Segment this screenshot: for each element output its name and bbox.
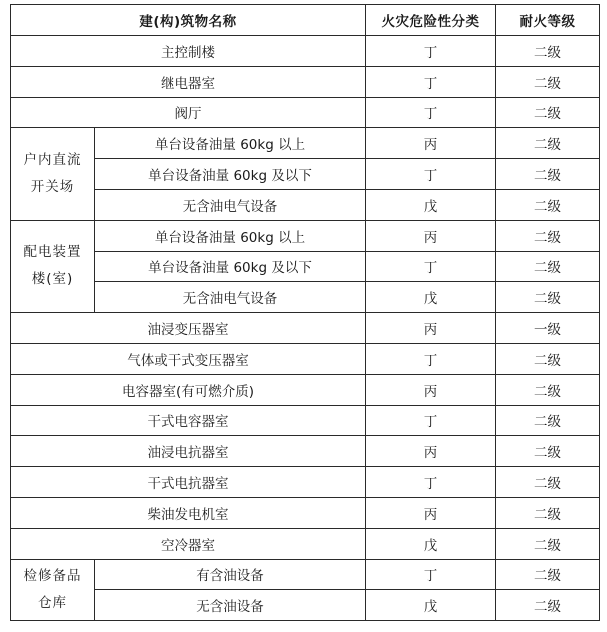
fire-grade-cell: 二级: [496, 590, 600, 621]
building-name-cell: 柴油发电机室: [11, 497, 366, 528]
fire-category-cell: 丙: [366, 497, 496, 528]
sub-item-name-cell: 单台设备油量 60kg 以上: [95, 128, 366, 159]
sub-item-name-cell: 无含油设备: [95, 590, 366, 621]
building-name-cell: 气体或干式变压器室: [11, 343, 366, 374]
fire-grade-cell: 二级: [496, 497, 600, 528]
fire-grade-cell: 二级: [496, 467, 600, 498]
table-row: [11, 251, 600, 282]
fire-grade-cell: 二级: [496, 282, 600, 313]
building-name-cell: 阀厅: [11, 97, 366, 128]
group-label-line: 开关场: [30, 179, 75, 196]
fire-category-cell: 丁: [366, 559, 496, 590]
table-header: [11, 5, 600, 36]
fire-category-cell: 丙: [366, 128, 496, 159]
table-row: [11, 590, 600, 621]
sub-item-name-cell: 无含油电气设备: [95, 282, 366, 313]
fire-grade-cell: 二级: [496, 374, 600, 405]
header-fire-grade: 耐火等级: [496, 5, 600, 36]
building-name-cell: 电容器室(有可燃介质): [11, 374, 366, 405]
table-row: [11, 374, 600, 405]
fire-category-cell: 丙: [366, 313, 496, 344]
fire-grade-cell: 二级: [496, 528, 600, 559]
table-row: [11, 159, 600, 190]
sub-item-name-cell: 单台设备油量 60kg 及以下: [95, 159, 366, 190]
table-row: [11, 313, 600, 344]
fire-category-cell: 丁: [366, 159, 496, 190]
group-label-line: 楼(室): [31, 271, 74, 288]
building-name-cell: 继电器室: [11, 66, 366, 97]
table-row: [11, 36, 600, 67]
fire-grade-cell: 二级: [496, 559, 600, 590]
table-row: [11, 467, 600, 498]
fire-grade-cell: 二级: [496, 220, 600, 251]
fire-category-cell: 丁: [366, 36, 496, 67]
group-label-line: 检修备品: [23, 567, 82, 584]
fire-rating-table: [10, 4, 600, 621]
fire-grade-cell: 二级: [496, 97, 600, 128]
fire-category-cell: 丁: [366, 66, 496, 97]
fire-category-cell: 丁: [366, 97, 496, 128]
fire-category-cell: 丙: [366, 436, 496, 467]
table-row: [11, 528, 600, 559]
fire-category-cell: 戊: [366, 189, 496, 220]
table-row: [11, 128, 600, 159]
table-row: [11, 66, 600, 97]
fire-category-cell: 戊: [366, 590, 496, 621]
table-row: [11, 436, 600, 467]
group-label-distribution-building: [11, 220, 95, 312]
header-building-name: 建(构)筑物名称: [11, 5, 366, 36]
building-name-cell: 干式电抗器室: [11, 467, 366, 498]
sub-item-name-cell: 单台设备油量 60kg 及以下: [95, 251, 366, 282]
fire-category-cell: 丁: [366, 467, 496, 498]
group-label-spare-parts-warehouse: [11, 559, 95, 621]
building-name-cell: 干式电容器室: [11, 405, 366, 436]
fire-grade-cell: 二级: [496, 128, 600, 159]
fire-grade-cell: 二级: [496, 66, 600, 97]
sub-item-name-cell: 有含油设备: [95, 559, 366, 590]
fire-category-cell: 戊: [366, 528, 496, 559]
fire-grade-cell: 二级: [496, 405, 600, 436]
table-body: [11, 36, 600, 621]
building-name-cell: 油浸变压器室: [11, 313, 366, 344]
table-row: [11, 497, 600, 528]
fire-grade-cell: 二级: [496, 189, 600, 220]
fire-category-cell: 丁: [366, 251, 496, 282]
fire-category-cell: 丙: [366, 374, 496, 405]
fire-grade-cell: 二级: [496, 159, 600, 190]
table-row: [11, 343, 600, 374]
fire-category-cell: 丙: [366, 220, 496, 251]
header-row: [11, 5, 600, 36]
group-label-line: 户内直流: [23, 152, 82, 169]
table-row: [11, 97, 600, 128]
sub-item-name-cell: 无含油电气设备: [95, 189, 366, 220]
building-name-cell: 油浸电抗器室: [11, 436, 366, 467]
fire-grade-cell: 二级: [496, 436, 600, 467]
table-row: [11, 189, 600, 220]
fire-category-cell: 丁: [366, 405, 496, 436]
header-fire-category: 火灾危险性分类: [366, 5, 496, 36]
fire-grade-cell: 二级: [496, 343, 600, 374]
table-row: [11, 405, 600, 436]
sub-item-name-cell: 单台设备油量 60kg 以上: [95, 220, 366, 251]
fire-grade-cell: 二级: [496, 36, 600, 67]
fire-category-cell: 丁: [366, 343, 496, 374]
table-row: [11, 220, 600, 251]
table-row: [11, 559, 600, 590]
fire-category-cell: 戊: [366, 282, 496, 313]
building-name-cell: 主控制楼: [11, 36, 366, 67]
table-row: [11, 282, 600, 313]
group-label-dc-switchyard: [11, 128, 95, 220]
fire-grade-cell: 一级: [496, 313, 600, 344]
group-label-line: 仓库: [38, 594, 67, 611]
fire-grade-cell: 二级: [496, 251, 600, 282]
group-label-line: 配电装置: [23, 244, 82, 261]
building-name-cell: 空冷器室: [11, 528, 366, 559]
